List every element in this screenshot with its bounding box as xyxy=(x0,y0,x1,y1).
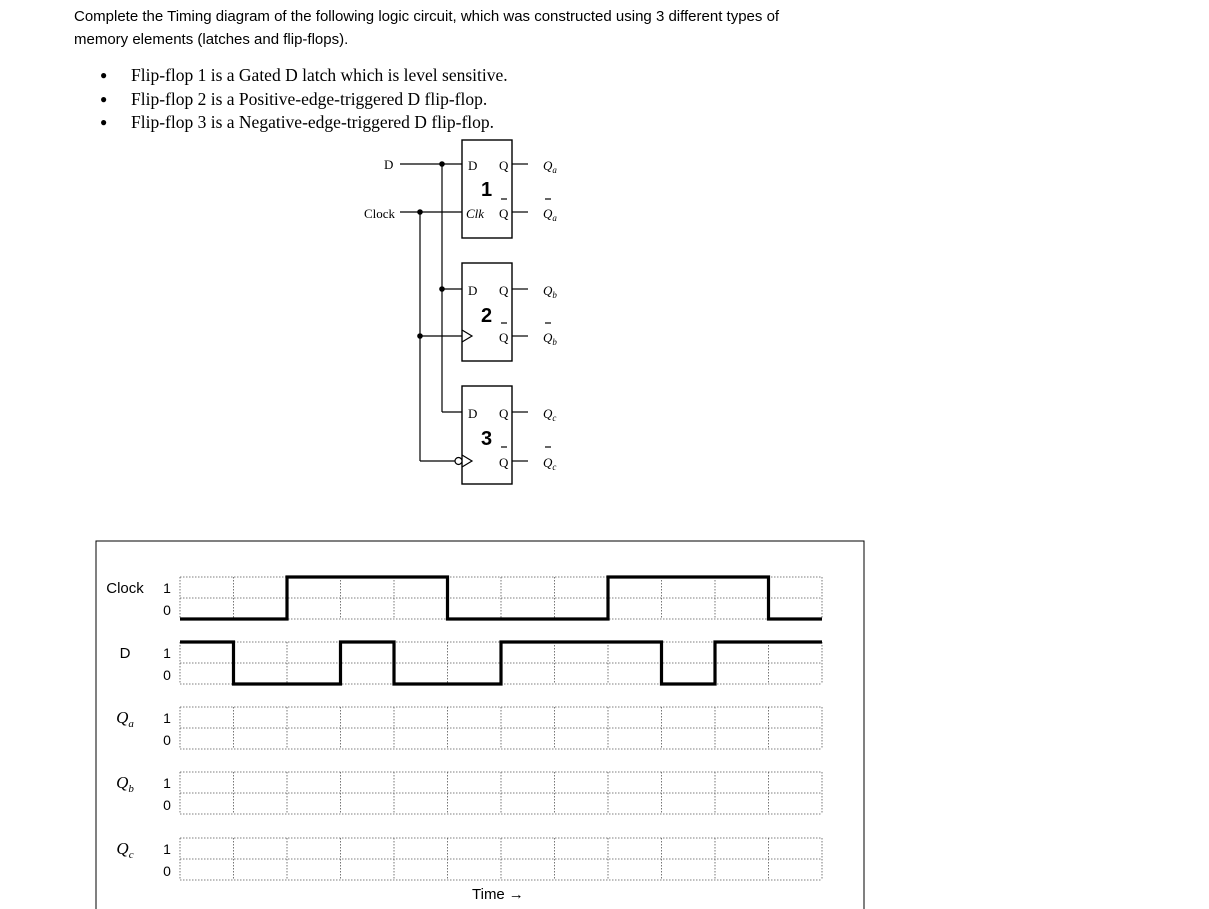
signal-label-sub: c xyxy=(128,849,134,861)
level-high-d: 1 xyxy=(163,645,171,661)
signal-label-base: Q xyxy=(116,708,129,727)
ff3-qbar-pin: Q xyxy=(499,455,509,470)
output-qc-label: $Q_c$ xyxy=(543,406,557,423)
level-low-qb: 0 xyxy=(163,797,171,813)
level-low-clock: 0 xyxy=(163,602,171,618)
question-intro: Complete the Timing diagram of the following logic circuit, which was constructed using 3 different types of memory elements (latches and flip-flops). xyxy=(74,8,780,48)
bullet-ff1: ● Flip-flop 1 is a Gated D latch which is level sensitive. xyxy=(100,64,508,88)
ff1-d-pin: D xyxy=(468,158,478,173)
signal-label-sub: b xyxy=(128,783,134,795)
output-qa-label: $Q_a$ xyxy=(543,158,557,175)
ff2-number: 2 xyxy=(481,305,493,327)
level-high-qb: 1 xyxy=(163,775,171,791)
ff2-d-pin: D xyxy=(468,283,478,298)
signal-label-qa xyxy=(116,708,134,730)
level-low-d: 0 xyxy=(163,667,171,683)
bullet-ff3: ● Flip-flop 3 is a Negative-edge-triggered D flip-flop. xyxy=(100,111,508,135)
signal-label-qc xyxy=(116,839,133,861)
output-qb-bar-label: $Q_b$ xyxy=(543,330,557,347)
signal-label-base: D xyxy=(119,645,131,662)
level-low-qa: 0 xyxy=(163,732,171,748)
ff3-d-pin: D xyxy=(468,406,478,421)
signal-label-base: Q xyxy=(116,839,129,858)
level-high-qc: 1 xyxy=(163,841,171,857)
output-qc-bar-label: $Q_c$ xyxy=(543,455,557,472)
level-low-qc: 0 xyxy=(163,863,171,879)
ff2-qbar-pin: Q xyxy=(499,330,509,345)
output-qa-bar-label: $Q_a$ xyxy=(543,206,557,223)
ff2-q-pin: Q xyxy=(499,283,509,298)
signal-label-d xyxy=(120,645,131,662)
signal-label-base: Q xyxy=(116,773,129,792)
ff1-qbar-pin: Q xyxy=(499,206,509,221)
timing-frame xyxy=(96,541,864,909)
ff3-number: 3 xyxy=(481,428,493,450)
level-high-clock: 1 xyxy=(163,580,171,596)
level-high-qa: 1 xyxy=(163,710,171,726)
ff1-q-pin: Q xyxy=(499,158,509,173)
ff3-q-pin: Q xyxy=(499,406,509,421)
signal-label-qb xyxy=(116,773,134,795)
signal-label-sub: a xyxy=(128,718,134,730)
circuit-input-d: D xyxy=(384,157,394,172)
ff1-clk-pin: Clk xyxy=(466,206,485,221)
signal-label-base: Clock xyxy=(106,580,144,597)
ff1-number: 1 xyxy=(481,179,493,201)
output-qb-label: $Q_b$ xyxy=(543,283,557,300)
circuit-input-clock: Clock xyxy=(364,206,396,221)
time-axis-label: Time → xyxy=(472,886,524,903)
bullet-ff2: ● Flip-flop 2 is a Positive-edge-triggered D flip-flop. xyxy=(100,88,508,112)
signal-label-clock xyxy=(106,580,144,597)
